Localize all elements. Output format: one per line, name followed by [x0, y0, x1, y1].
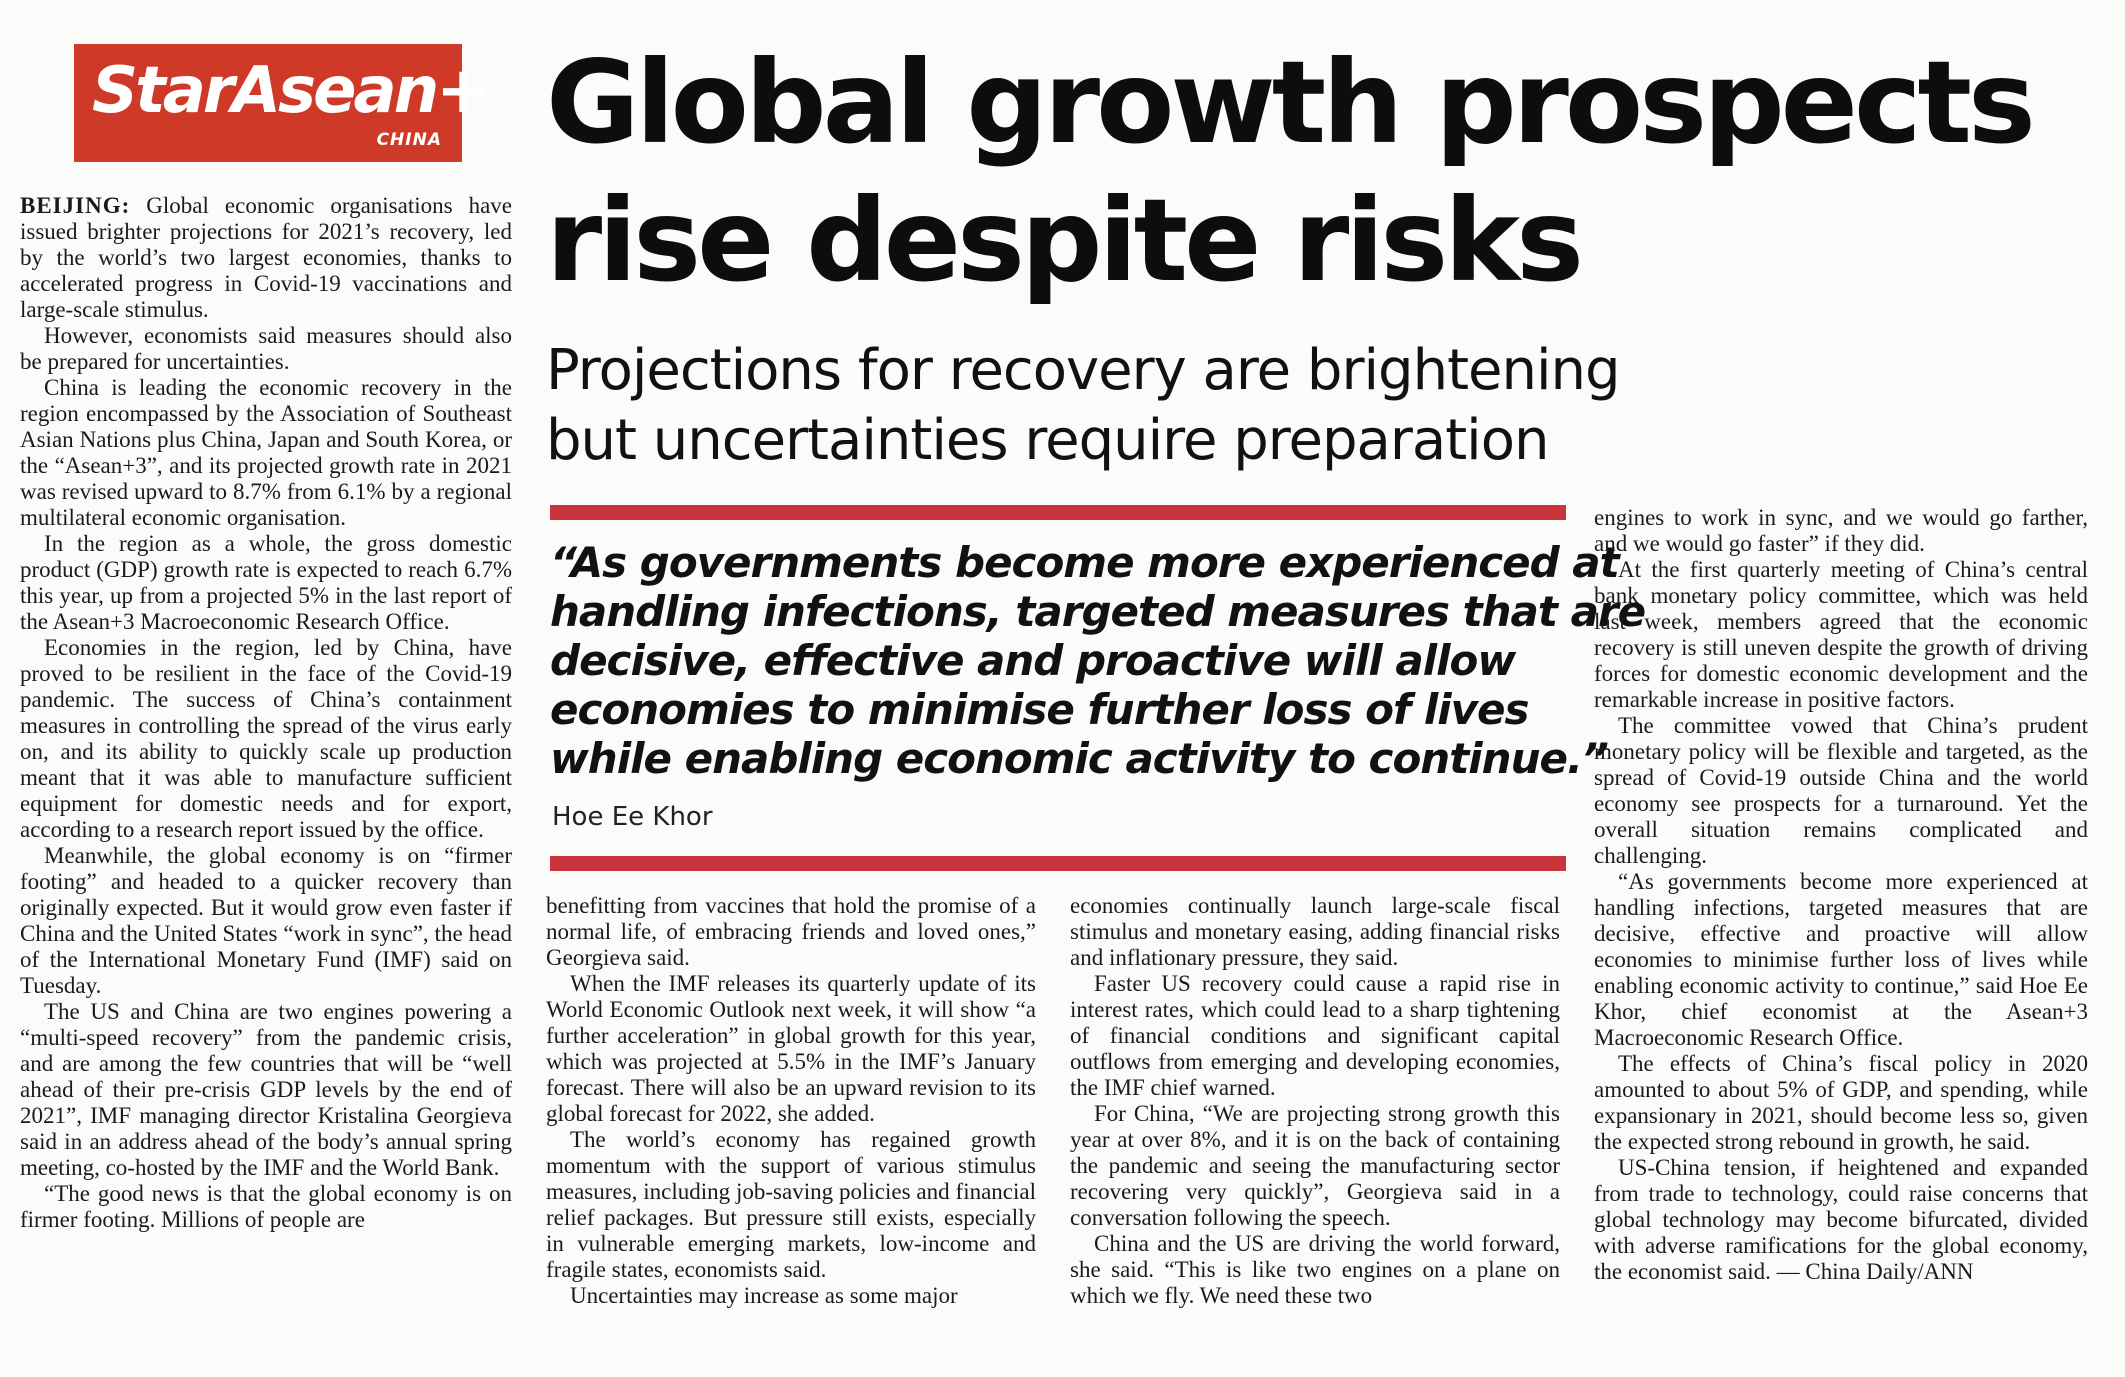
- article-paragraph: “As governments become more experienced at handling infections, targeted measures that are decisive, effective and proactive will allow economies to minimise further loss of lives while enabling economic activity to continue,” said Hoe Ee Khor, chief economist at the Asean+3 Macroeconomic Research Office.: [1594, 869, 2088, 1050]
- headline-line-1: Global growth prospects: [546, 36, 2032, 169]
- pullquote-top-rule: [550, 505, 1566, 520]
- article-paragraph: [20, 193, 512, 323]
- headline-line-2: rise despite risks: [546, 174, 1580, 307]
- article-paragraph: US-China tension, if heightened and expanded from trade to technology, could raise concerns that global technology may become bifurcated, divided with adverse ramifications for the global economy, the economist said. — China Daily/ANN: [1594, 1155, 2088, 1284]
- article-paragraph: engines to work in sync, and we would go farther, and we would go faster” if they did.: [1594, 505, 2088, 556]
- subheadline-line-1: Projections for recovery are brightening: [546, 338, 1620, 403]
- article-paragraph: benefitting from vaccines that hold the promise of a normal life, of embracing friends and loved ones,” Georgieva said.: [546, 893, 1036, 970]
- article-paragraph: In the region as a whole, the gross domestic product (GDP) growth rate is expected to reach 6.7% this year, up from a projected 5% in the last report of the Asean+3 Macroeconomic Research Office.: [20, 531, 512, 634]
- headline: [546, 34, 2106, 310]
- pullquote-line: decisive, effective and proactive will allow: [550, 636, 1516, 685]
- article-paragraph: However, economists said measures should also be prepared for uncertainties.: [20, 323, 512, 374]
- article-paragraph: The committee vowed that China’s prudent monetary policy will be flexible and targeted, as the spread of Covid-19 outside China and the world economy see prospects for a turnaround. Yet the overall situation remains complicated and challenging.: [1594, 713, 2088, 868]
- article-paragraph: China is leading the economic recovery in the region encompassed by the Association of Southeast Asian Nations plus China, Japan and South Korea, or the “Asean+3”, and its projected growth rate in 2021 was revised upward to 8.7% from 6.1% by a regional multilateral economic organisation.: [20, 375, 512, 530]
- pullquote-line: while enabling economic activity to continue.”: [550, 734, 1608, 783]
- article-paragraph: economies continually launch large-scale fiscal stimulus and monetary easing, adding financial risks and inflationary pressure, they said.: [1070, 893, 1560, 970]
- article-paragraph: China and the US are driving the world forward, she said. “This is like two engines on a plane on which we fly. We need these two: [1070, 1231, 1560, 1308]
- article-paragraph: Uncertainties may increase as some major: [570, 1283, 958, 1308]
- article-column-1: [20, 193, 512, 1233]
- article-column-4: [1594, 505, 2088, 1285]
- subheadline: [546, 336, 1746, 476]
- article-column-2: [546, 893, 1036, 1309]
- article-paragraph: The world’s economy has regained growth momentum with the support of various stimulus measures, including job-saving policies and financial relief packages. But pressure still exists, especially in vulnerable emerging markets, low-income and fragile states, economists said.: [546, 1127, 1036, 1282]
- article-paragraph: Economies in the region, led by China, have proved to be resilient in the face of the Covid-19 pandemic. The success of China’s containment measures in controlling the spread of the virus early on, and its ability to quickly scale up production meant that it was able to manufacture sufficient equipment for domestic needs and for export, according to a research report issued by the office.: [20, 635, 512, 842]
- article-paragraph: At the first quarterly meeting of China’s central bank monetary policy committee, which was held last week, members agreed that the economic recovery is still uneven despite the growth of driving forces for domestic economic development and the remarkable increase in positive factors.: [1594, 557, 2088, 712]
- pullquote-line: “As governments become more experienced at: [550, 538, 1619, 587]
- article-paragraph: The effects of China’s fiscal policy in 2020 amounted to about 5% of GDP, and spending, while expansionary in 2021, should become less so, given the expected strong rebound in growth, he said.: [1594, 1051, 2088, 1154]
- pullquote-line: economies to minimise further loss of lives: [550, 685, 1529, 734]
- pullquote-line: handling infections, targeted measures that are: [550, 587, 1646, 636]
- logo-edition: CHINA: [376, 130, 442, 150]
- pullquote-attribution: Hoe Ee Khor: [552, 802, 713, 832]
- article-paragraph: Faster US recovery could cause a rapid rise in interest rates, which could lead to a sharp tightening of financial conditions and significant capital outflows from emerging and developing economies, the IMF chief warned.: [1070, 971, 1560, 1100]
- subheadline-line-2: but uncertainties require preparation: [546, 408, 1549, 473]
- staraseanplus-china-logo: [74, 44, 487, 162]
- article-paragraph: For China, “We are projecting strong growth this year at over 8%, and it is on the back of containing the pandemic and seeing the manufacturing sector recovering very quickly”, Georgieva said in a conversation following the speech.: [1070, 1101, 1560, 1230]
- pullquote-bottom-rule: [550, 856, 1566, 871]
- paragraph-text: Global economic organisations have issued brighter projections for 2021’s recovery, led by the world’s two largest economies, thanks to accelerated progress in Covid-19 vaccinations and large-scale stimulus.: [20, 193, 513, 322]
- article-column-3: [1070, 893, 1560, 1309]
- article-paragraph: The US and China are two engines powering a “multi-speed recovery” from the pandemic crisis, and are among the few countries that will be “well ahead of their pre-crisis GDP levels by the end of 2021”, IMF managing director Kristalina Georgieva said in an address ahead of the body’s annual spring meeting, co-hosted by the IMF and the World Bank.: [20, 999, 512, 1180]
- article-paragraph: When the IMF releases its quarterly update of its World Economic Outlook next week, it will show “a further acceleration” in global growth for this year, which was projected at 5.5% in the IMF’s January forecast. There will also be an upward revision to its global forecast for 2022, she added.: [546, 971, 1036, 1126]
- pullquote: [550, 538, 1646, 783]
- article-paragraph: “The good news is that the global economy is on firmer footing. Millions of people are: [20, 1181, 512, 1232]
- dateline: BEIJING:: [20, 193, 131, 218]
- logo-wordmark: StarAsean+: [92, 54, 487, 128]
- article-paragraph: Meanwhile, the global economy is on “firmer footing” and headed to a quicker recovery than originally expected. But it would grow even faster if China and the United States “work in sync”, the head of the International Monetary Fund (IMF) said on Tuesday.: [20, 843, 512, 998]
